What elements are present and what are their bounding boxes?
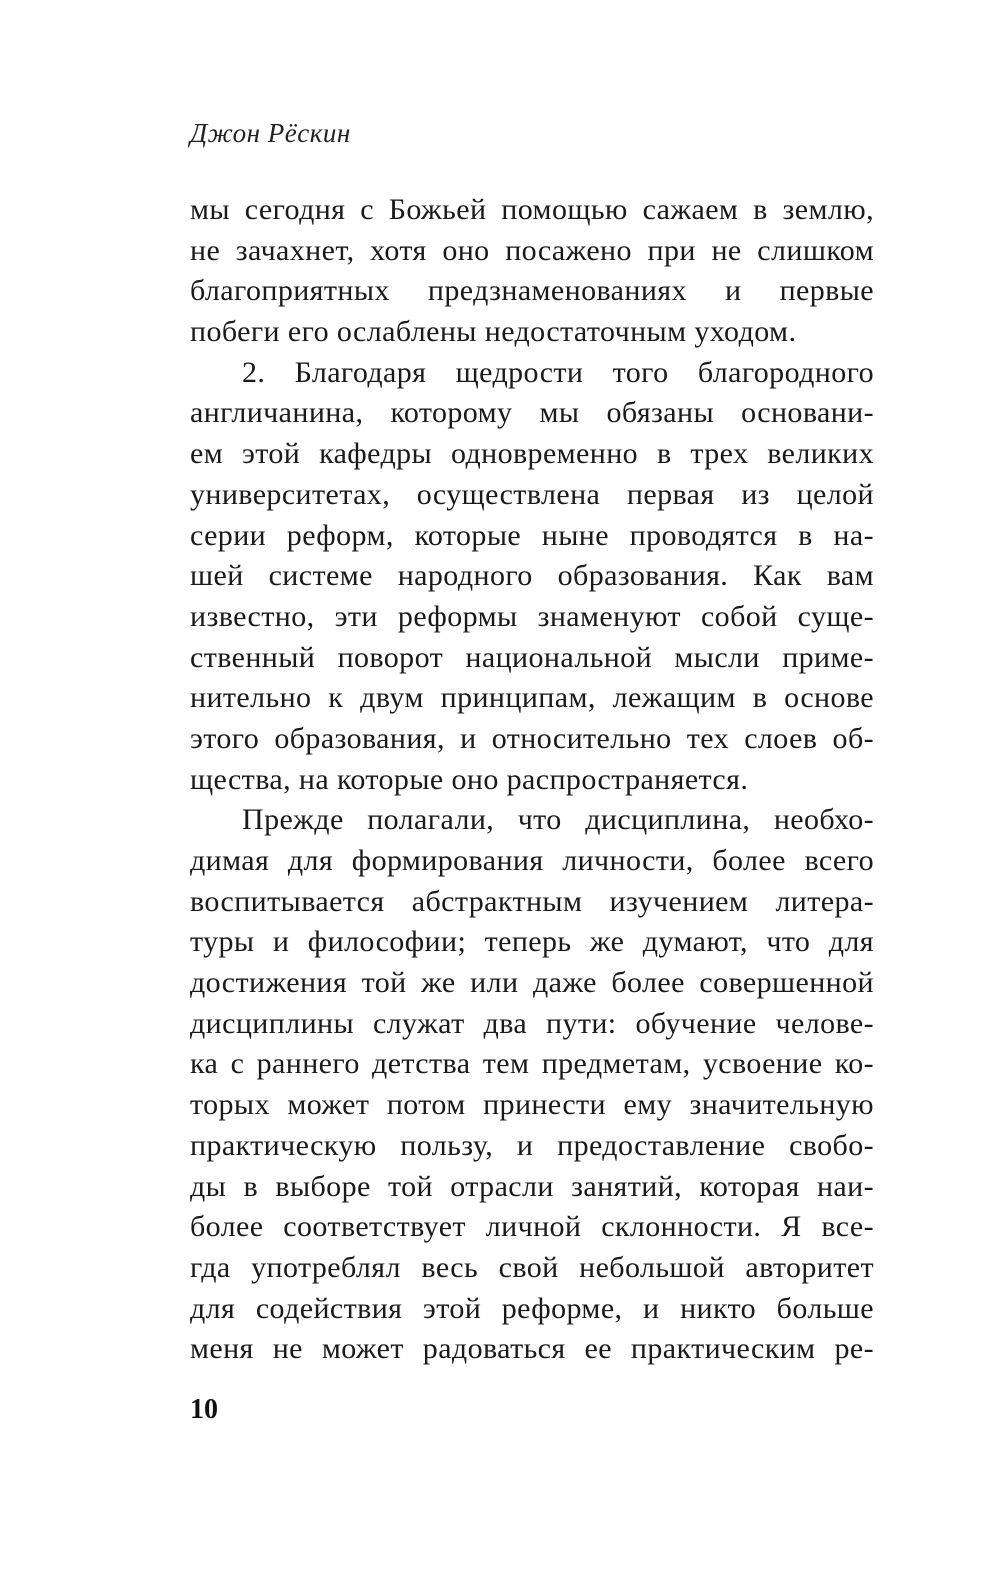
text-line: для содействия этой реформе, и никто больше: [190, 1291, 874, 1325]
text-line: практическую пользу, и предоставление свобо-: [190, 1128, 874, 1162]
text-line: побеги его ослаблены недостаточным уходом.: [190, 315, 797, 349]
text-line: ственный поворот национальной мысли приме-: [190, 640, 874, 674]
text-line: серии реформ, которые ныне проводятся в на-: [190, 518, 874, 552]
text-line: мы сегодня с Божьей помощью сажаем в землю,: [190, 193, 874, 226]
running-head: Джон Рёскин: [190, 118, 351, 148]
text-line: димая для формирования личности, более всего: [190, 844, 874, 877]
text-line: воспитывается абстрактным изучением литера-: [190, 884, 874, 918]
body-text: [190, 190, 874, 1370]
paragraph-start-line: 2. Благодаря щедрости того благородного: [242, 355, 874, 389]
text-line: университетах, осуществлена первая из целой: [190, 477, 874, 511]
text-line: щества, на которые оно распространяется.: [190, 762, 749, 796]
text-line: меня не может радоваться ее практическим ре-: [190, 1332, 874, 1366]
text-line: этого образования, и относительно тех слоев об-: [190, 721, 874, 755]
text-line: ды в выборе той отрасли занятий, которая наи-: [190, 1169, 874, 1203]
text-line: торых может потом принести ему значительную: [190, 1088, 874, 1122]
text-line: благоприятных предзнаменованиях и первые: [190, 274, 874, 308]
text-line: гда употреблял весь свой небольшой авторитет: [190, 1250, 874, 1284]
text-line: англичанина, которому мы обязаны основани-: [190, 396, 874, 430]
text-line: известно, эти реформы знаменуют собой суще-: [190, 599, 874, 633]
text-line: нительно к двум принципам, лежащим в основе: [190, 681, 874, 715]
text-line: более соответствует личной склонности. Я все-: [190, 1210, 874, 1244]
text-line: ка с раннего детства тем предметам, усвоение ко-: [190, 1047, 874, 1081]
page-number: 10: [190, 1394, 218, 1425]
text-line: шей системе народного образования. Как вам: [190, 559, 874, 593]
text-line: не зачахнет, хотя оно посажено при не слишком: [190, 233, 874, 267]
text-line: достижения той же или даже более совершенной: [190, 966, 874, 1000]
text-line: туры и философии; теперь же думают, что для: [190, 925, 874, 959]
paragraph-start-line: Прежде полагали, что дисциплина, необхо-: [242, 803, 874, 837]
text-line: дисциплины служат два пути: обучение челове-: [190, 1006, 874, 1040]
text-line: ем этой кафедры одновременно в трех великих: [190, 437, 874, 471]
